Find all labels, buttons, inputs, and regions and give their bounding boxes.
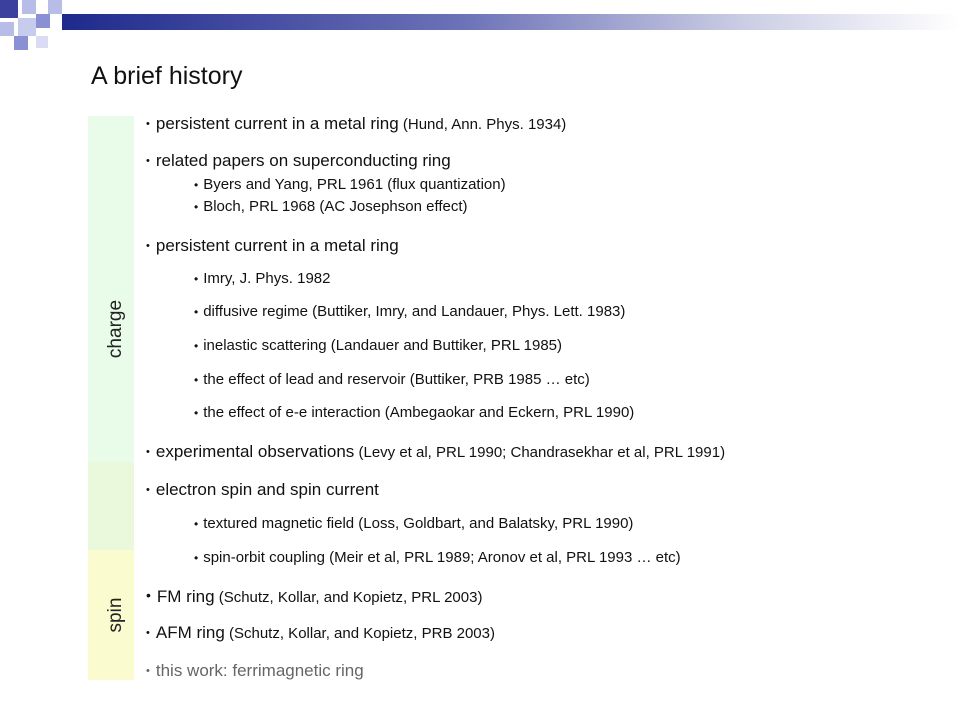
bullet-icon: • xyxy=(146,665,150,677)
slide-title: A brief history xyxy=(91,62,243,90)
bullet-icon: • xyxy=(146,118,150,130)
spin-label: spin xyxy=(105,597,126,633)
history-item: • persistent current in a metal ring (Hund, Ann. Phys. 1934) xyxy=(146,114,567,133)
history-subitem: • spin-orbit coupling (Meir et al, PRL 1989; Aronov et al, PRL 1993 … etc) xyxy=(194,549,681,566)
logo-square xyxy=(36,36,48,48)
history-subitem: • the effect of e-e interaction (Ambegaokar and Eckern, PRL 1990) xyxy=(194,404,635,421)
logo-square-dark xyxy=(0,0,18,18)
history-item: • persistent current in a metal ring xyxy=(146,236,399,255)
bullet-icon: • xyxy=(194,272,199,286)
history-item-current-work: • this work: ferrimagnetic ring xyxy=(146,661,364,680)
bullet-icon: • xyxy=(194,305,199,319)
bullet-icon: • xyxy=(146,446,150,458)
logo-square xyxy=(0,22,14,36)
history-item: • experimental observations (Levy et al, PRL 1990; Chandrasekhar et al, PRL 1991) xyxy=(146,442,726,461)
bullet-icon: • xyxy=(194,339,199,353)
logo-square xyxy=(18,18,36,36)
logo-square xyxy=(48,0,62,14)
history-subitem: • textured magnetic field (Loss, Goldbart, and Balatsky, PRL 1990) xyxy=(194,515,634,532)
history-item: • AFM ring (Schutz, Kollar, and Kopietz, PRB 2003) xyxy=(146,623,495,642)
history-subitem: • the effect of lead and reservoir (Buttiker, PRB 1985 … etc) xyxy=(194,371,590,388)
bullet-icon: • xyxy=(146,627,150,639)
bullet-icon: • xyxy=(146,587,151,603)
bullet-icon: • xyxy=(194,200,199,214)
spin-transition-band xyxy=(88,462,134,550)
bullet-icon: • xyxy=(194,406,199,420)
bullet-icon: • xyxy=(194,517,199,531)
bullet-icon: • xyxy=(194,178,199,192)
bullet-icon: • xyxy=(194,551,199,565)
logo-square xyxy=(36,14,50,28)
logo-square xyxy=(22,0,36,14)
bullet-icon: • xyxy=(146,155,150,167)
history-item: • FM ring (Schutz, Kollar, and Kopietz, PRL 2003) xyxy=(146,587,483,606)
history-item: • related papers on superconducting ring xyxy=(146,151,451,170)
bullet-icon: • xyxy=(146,240,150,252)
charge-label: charge xyxy=(105,299,126,359)
logo-square xyxy=(14,36,28,50)
header-gradient-bar xyxy=(62,14,960,30)
history-subitem: • Bloch, PRL 1968 (AC Josephson effect) xyxy=(194,198,468,215)
history-subitem: • diffusive regime (Buttiker, Imry, and Landauer, Phys. Lett. 1983) xyxy=(194,303,626,320)
bullet-icon: • xyxy=(146,484,150,496)
history-subitem: • Imry, J. Phys. 1982 xyxy=(194,270,331,287)
history-subitem: • inelastic scattering (Landauer and Buttiker, PRL 1985) xyxy=(194,337,563,354)
history-item: • electron spin and spin current xyxy=(146,480,379,499)
history-subitem: • Byers and Yang, PRL 1961 (flux quantization) xyxy=(194,176,506,193)
bullet-icon: • xyxy=(194,373,199,387)
